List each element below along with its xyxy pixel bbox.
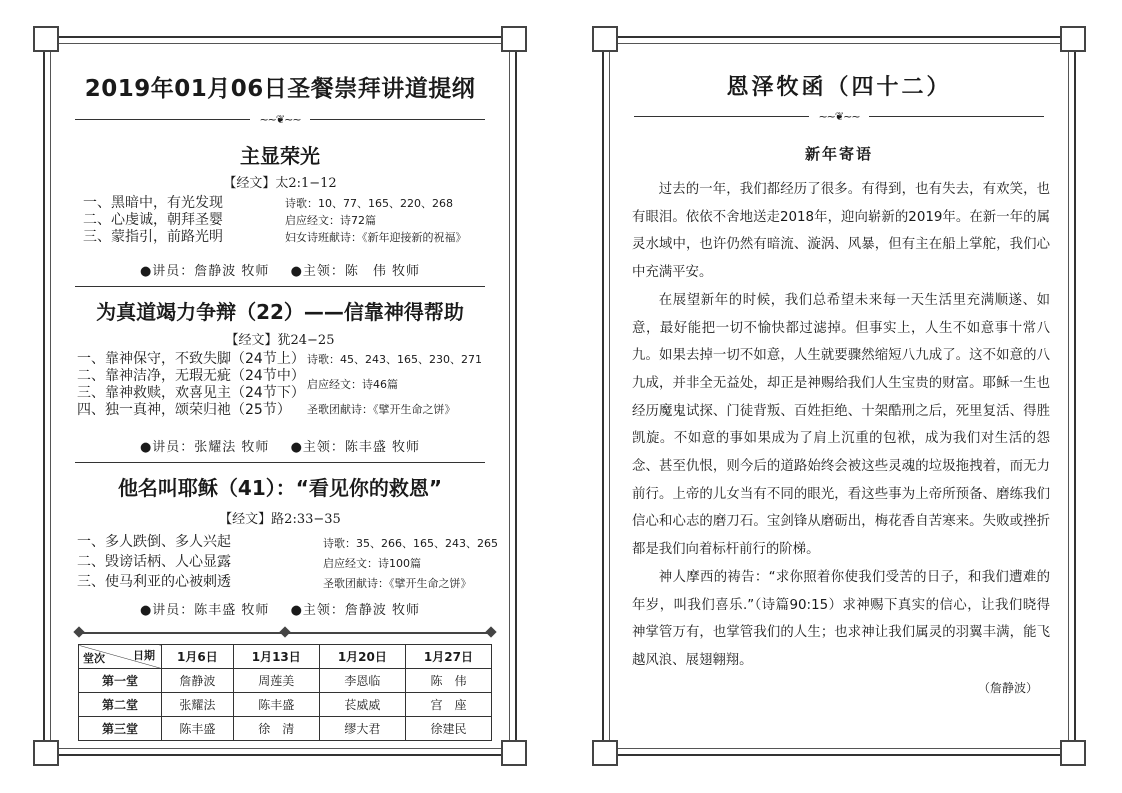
table-cell: 陈丰盛 — [162, 717, 234, 741]
table-cell: 詹静波 — [162, 669, 234, 693]
outline-point: 二、心虔诚，朝拜圣婴 — [83, 212, 223, 228]
paragraph: 在展望新年的时候，我们总希望未来每一天生活里充满顺遂、如意，最好能把一切不愉快都过滤掉。但事实上，人生不如意事十常八九。如果去掉一切不如意，人生就要骤然缩短八九成了。这不如意的八九成，并非全无益处，却正是神赐给我们人生宝贵的财富。耶稣一生也经历魔鬼试探、门徒背叛、百姓拒绝、十架酷刑之后，死里复活、得胜凯旋。不如意的事如果成为了肩上沉重的包袱，成为我们对生活的怨念、甚至仇恨，则今后的道路始终会被这些灵魂的垃圾拖拽着，而无力前行。上帝的儿女当有不同的眼光，看这些事为上帝所预备、磨练我们信心和心志的磨刀石。宝剑锋从磨砺出，梅花香自苦寒来。失败或挫折都是我们向着标杆前行的阶梯。 — [632, 292, 1050, 558]
date-header: 1月13日 — [233, 645, 319, 669]
sermon-roles — [45, 436, 515, 455]
sermon-roles — [45, 260, 515, 279]
bulletin-title: 2019年01月06日圣餐崇拜讲道提纲 — [84, 76, 476, 102]
hymn-list — [323, 534, 498, 594]
date-header: 1月27日 — [405, 645, 491, 669]
hymn-line: 圣歌团献诗：《擘开生命之饼》 — [323, 577, 472, 590]
author-signature: （詹静波） — [977, 680, 1038, 695]
scripture-reference: 【经文】太2:1−12 — [223, 176, 337, 191]
hymn-list — [307, 351, 482, 418]
table-cell: 宫 座 — [405, 693, 491, 717]
outline-point: 二、毁谤话柄、人心显露 — [77, 554, 231, 570]
sermon-title: 他名叫耶稣（41）：“看见你的救恩” — [117, 476, 443, 500]
letter-subtitle: 新年寄语 — [804, 145, 873, 163]
scripture-reference: 【经文】路2:33−35 — [219, 512, 341, 527]
table-cell: 李恩临 — [319, 669, 405, 693]
service-label: 第一堂 — [79, 669, 162, 693]
sermon-roles — [45, 599, 515, 618]
preacher: ●讲员：张耀法 牧师 — [139, 440, 270, 455]
section-divider — [75, 456, 485, 470]
leader: ●主领：陈 伟 牧师 — [290, 264, 421, 279]
table-cell: 陈 伟 — [405, 669, 491, 693]
hymn-line: 启应经文：诗72篇 — [285, 214, 376, 227]
table-row — [79, 693, 492, 717]
hymn-line: 启应经文：诗100篇 — [323, 557, 421, 570]
table-cell: 周莲美 — [233, 669, 319, 693]
sermon-outline — [77, 532, 231, 592]
letter-body — [632, 176, 1050, 702]
outline-point: 一、多人跌倒、多人兴起 — [77, 534, 231, 550]
paragraph: 过去的一年，我们都经历了很多。有得到，也有失去，有欢笑，也有眼泪。依依不舍地送走2018年，迎向崭新的2019年。在新一年的属灵水域中，也许仍然有暗流、漩涡、风暴，但有主在船上掌舵，我们心中充满平安。 — [632, 182, 1050, 281]
right-page — [602, 36, 1076, 756]
outline-point: 三、蒙指引，前路光明 — [83, 229, 223, 245]
sermon-outline — [77, 351, 305, 419]
table-cell: 苌威威 — [319, 693, 405, 717]
paragraph: 神人摩西的祷告：“求你照着你使我们受苦的日子，和我们遭难的年岁，叫我们喜乐.”（诗篇90:15）求神赐下真实的信心，让我们晓得神掌管万有，也掌管我们的人生；也求神让我们属灵的羽翼丰满，能飞越风浪、展翅翱翔。 — [632, 569, 1050, 668]
preacher-schedule-table — [78, 644, 492, 741]
outline-point: 三、使马利亚的心被刺透 — [77, 574, 231, 590]
hymn-line: 诗歌：45、243、165、230、271 — [307, 353, 482, 366]
leader: ●主领：詹静波 牧师 — [290, 603, 421, 618]
preacher: ●讲员：詹静波 牧师 — [139, 264, 270, 279]
hymn-line: 启应经文：诗46篇 — [307, 378, 398, 391]
table-cell: 张耀法 — [162, 693, 234, 717]
outline-point: 一、黑暗中，有光发现 — [83, 195, 223, 211]
outline-point: 三、靠神救赎，欢喜见主（24节下） — [77, 385, 305, 401]
table-cell: 徐建民 — [405, 717, 491, 741]
sermon-outline — [83, 195, 223, 246]
sermon-title: 主显荣光 — [240, 144, 320, 168]
table-row — [79, 669, 492, 693]
table-row — [79, 717, 492, 741]
schedule-divider — [79, 628, 491, 638]
letter-title: 恩泽牧函（四十二） — [726, 74, 952, 100]
left-page — [43, 36, 517, 756]
title-divider: ~~❦~~ — [634, 110, 1044, 124]
sermon-title: 为真道竭力争辩（22）——信靠神得帮助 — [96, 300, 464, 324]
hymn-line: 圣歌团献诗：《擘开生命之饼》 — [307, 403, 456, 416]
title-divider: ~~❦~~ — [75, 113, 485, 127]
outline-point: 四、独一真神，颂荣归祂（25节） — [77, 402, 291, 418]
date-header: 1月6日 — [162, 645, 234, 669]
hymn-line: 妇女诗班献诗：《新年迎接新的祝福》 — [285, 231, 467, 244]
service-label: 第二堂 — [79, 693, 162, 717]
preacher: ●讲员：陈丰盛 牧师 — [139, 603, 270, 618]
hymn-line: 诗歌：35、266、165、243、265 — [323, 537, 498, 550]
outline-point: 二、靠神洁净，无瑕无疵（24节中） — [77, 368, 305, 384]
table-header-row — [79, 645, 492, 669]
date-header: 1月20日 — [319, 645, 405, 669]
table-corner-header: 日期 堂次 — [79, 645, 162, 669]
table-cell: 缪大君 — [319, 717, 405, 741]
table-cell: 徐 清 — [233, 717, 319, 741]
leader: ●主领：陈丰盛 牧师 — [290, 440, 421, 455]
outline-point: 一、靠神保守，不致失脚（24节上） — [77, 351, 305, 367]
table-cell: 陈丰盛 — [233, 693, 319, 717]
section-divider — [75, 280, 485, 294]
hymn-list — [285, 195, 467, 246]
hymn-line: 诗歌：10、77、165、220、268 — [285, 197, 453, 210]
service-label: 第三堂 — [79, 717, 162, 741]
scripture-reference: 【经文】犹24−25 — [225, 333, 335, 348]
